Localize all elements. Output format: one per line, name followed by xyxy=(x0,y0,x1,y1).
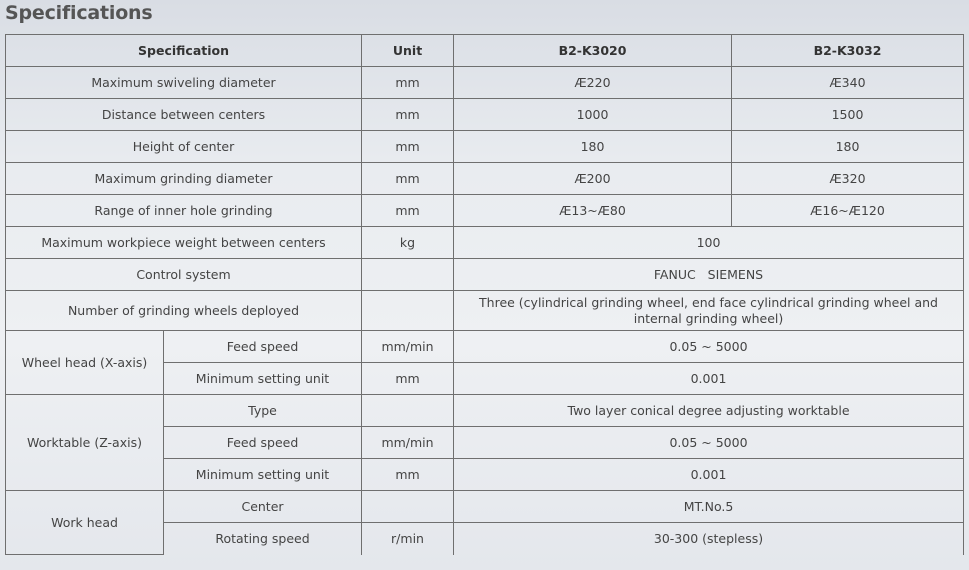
group-label-worktable: Worktable (Z-axis) xyxy=(6,395,164,491)
row-value: FANUC SIEMENS xyxy=(454,259,964,291)
row-unit: mm xyxy=(362,163,454,195)
row-label: Feed speed xyxy=(164,427,362,459)
row-unit: r/min xyxy=(362,523,454,555)
row-label: Minimum setting unit xyxy=(164,459,362,491)
table-header-row xyxy=(6,35,964,67)
row-unit xyxy=(362,491,454,523)
table-row xyxy=(6,195,964,227)
table-row xyxy=(6,291,964,331)
row-label: Rotating speed xyxy=(164,523,362,555)
header-specification: Specification xyxy=(6,35,362,67)
row-label: Maximum grinding diameter xyxy=(6,163,362,195)
row-label: Distance between centers xyxy=(6,99,362,131)
row-value: MT.No.5 xyxy=(454,491,964,523)
page-title: Specifications xyxy=(5,2,153,24)
row-unit: mm xyxy=(362,131,454,163)
table-row xyxy=(6,491,964,523)
row-unit: kg xyxy=(362,227,454,259)
header-unit: Unit xyxy=(362,35,454,67)
row-unit xyxy=(362,259,454,291)
table-row xyxy=(6,67,964,99)
row-unit: mm xyxy=(362,459,454,491)
row-unit: mm/min xyxy=(362,331,454,363)
row-label: Minimum setting unit xyxy=(164,363,362,395)
row-value-b: 180 xyxy=(732,131,964,163)
row-label: Feed speed xyxy=(164,331,362,363)
row-value: Three (cylindrical grinding wheel, end face cylindrical grinding wheel and internal grinding wheel) xyxy=(454,291,964,331)
row-value-b: Æ16~Æ120 xyxy=(732,195,964,227)
row-label: Type xyxy=(164,395,362,427)
table-row xyxy=(6,99,964,131)
row-value: 100 xyxy=(454,227,964,259)
header-model-a: B2-K3020 xyxy=(454,35,732,67)
row-value-a: Æ13~Æ80 xyxy=(454,195,732,227)
row-value-a: Æ220 xyxy=(454,67,732,99)
row-value: 0.05 ~ 5000 xyxy=(454,331,964,363)
row-label: Range of inner hole grinding xyxy=(6,195,362,227)
row-label: Number of grinding wheels deployed xyxy=(6,291,362,331)
table-row xyxy=(6,259,964,291)
row-value: Two layer conical degree adjusting worktable xyxy=(454,395,964,427)
row-unit xyxy=(362,291,454,331)
row-value: 30-300 (stepless) xyxy=(454,523,964,555)
row-value-b: Æ320 xyxy=(732,163,964,195)
row-value-b: Æ340 xyxy=(732,67,964,99)
table-row xyxy=(6,131,964,163)
row-value-a: 180 xyxy=(454,131,732,163)
row-label: Maximum workpiece weight between centers xyxy=(6,227,362,259)
group-label-wheel-head: Wheel head (X-axis) xyxy=(6,331,164,395)
header-model-b: B2-K3032 xyxy=(732,35,964,67)
row-unit: mm xyxy=(362,195,454,227)
row-value-b: 1500 xyxy=(732,99,964,131)
row-value: 0.001 xyxy=(454,459,964,491)
row-unit: mm/min xyxy=(362,427,454,459)
row-label: Height of center xyxy=(6,131,362,163)
row-unit xyxy=(362,395,454,427)
specifications-table xyxy=(5,34,964,555)
row-label: Center xyxy=(164,491,362,523)
group-label-work-head: Work head xyxy=(6,491,164,555)
row-value-a: Æ200 xyxy=(454,163,732,195)
row-unit: mm xyxy=(362,99,454,131)
row-value: 0.001 xyxy=(454,363,964,395)
table-row xyxy=(6,395,964,427)
table-row xyxy=(6,163,964,195)
row-value-a: 1000 xyxy=(454,99,732,131)
table-row xyxy=(6,227,964,259)
row-label: Maximum swiveling diameter xyxy=(6,67,362,99)
table-row xyxy=(6,331,964,363)
row-label: Control system xyxy=(6,259,362,291)
row-value: 0.05 ~ 5000 xyxy=(454,427,964,459)
row-unit: mm xyxy=(362,363,454,395)
row-unit: mm xyxy=(362,67,454,99)
